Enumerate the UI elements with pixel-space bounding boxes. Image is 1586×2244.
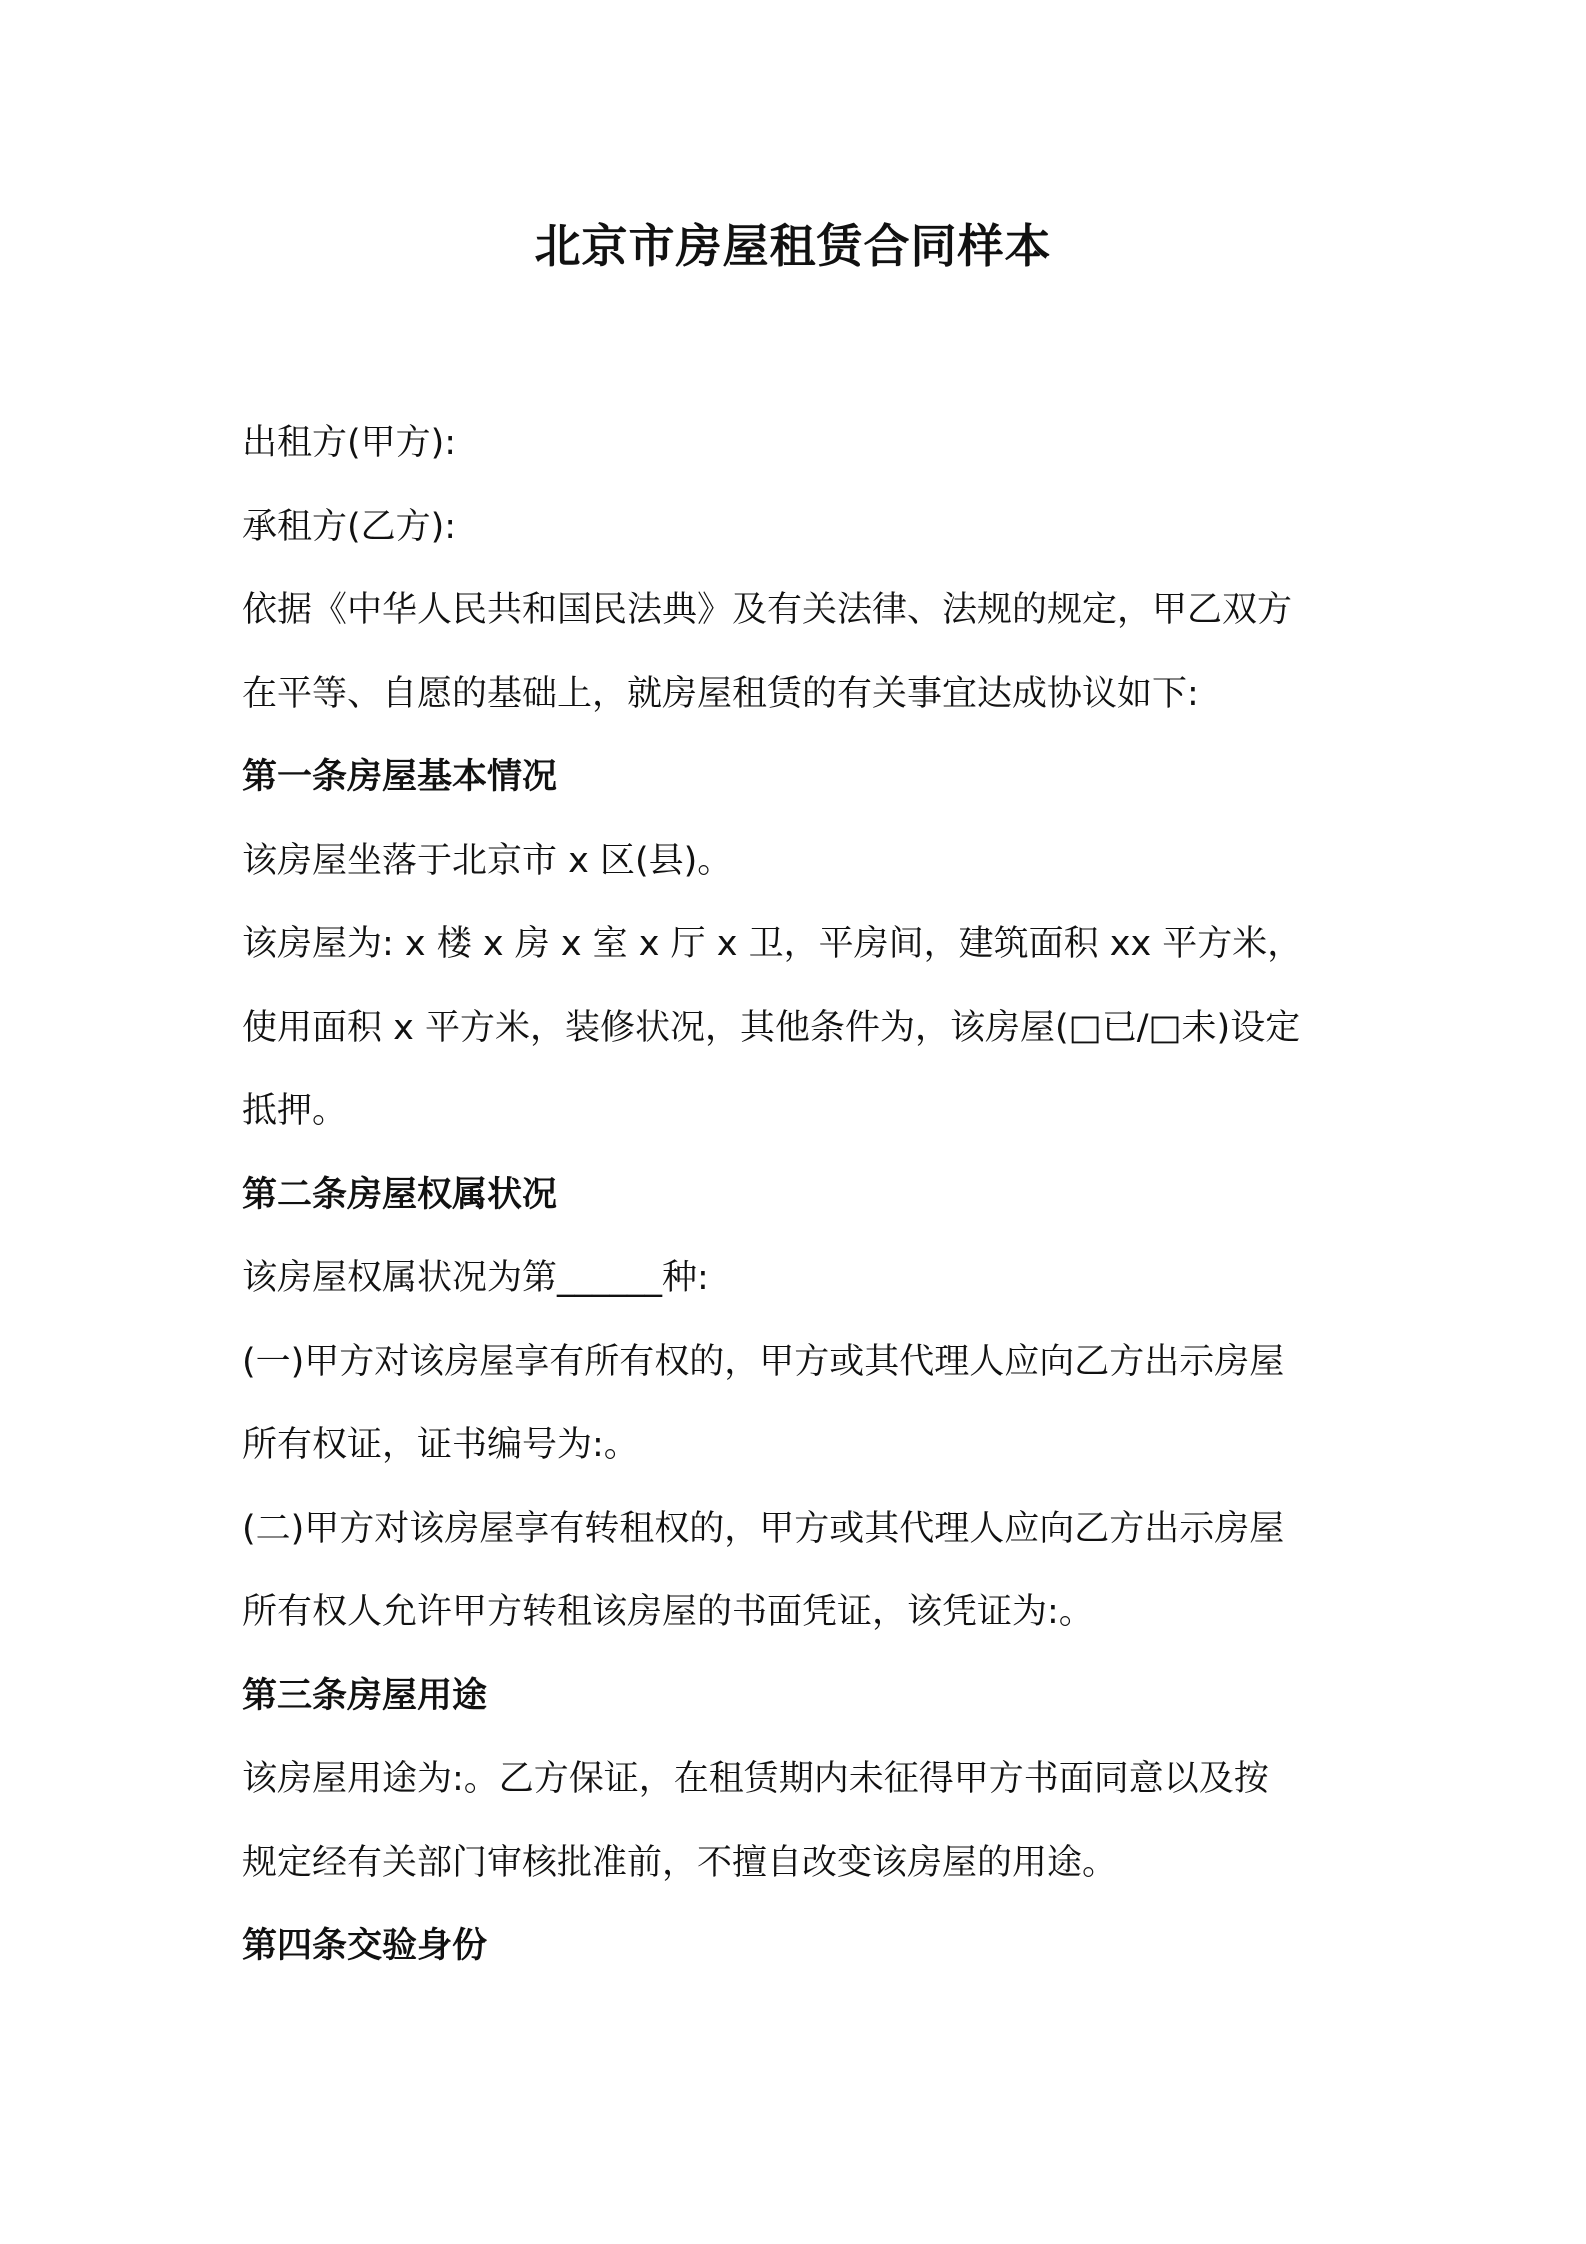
article-3-heading: 第三条房屋用途: [242, 1675, 488, 1716]
preamble-line-2: 在平等、自愿的基础上，就房屋租赁的有关事宜达成协议如下:: [242, 673, 1199, 714]
document-body: [242, 402, 1362, 1989]
lessee-line: 承租方(乙方):: [242, 506, 457, 547]
article-2-line-3: 所有权证，证书编号为:。: [242, 1425, 639, 1465]
article-3-line-2: 规定经有关部门审核批准前，不擅自改变该房屋的用途。: [242, 1842, 1118, 1883]
article-1-heading: 第一条房屋基本情况: [242, 757, 558, 797]
article-2-line-1: 该房屋权属状况为第______种:: [242, 1258, 709, 1298]
article-1-line-3: 使用面积 x 平方米，装修状况，其他条件为，该房屋(□已/□未)设定: [242, 1007, 1301, 1048]
document-title: 北京市房屋租赁合同样本: [534, 219, 1052, 273]
article-4-heading: 第四条交验身份: [242, 1926, 488, 1966]
article-2-line-5: 所有权人允许甲方转租该房屋的书面凭证，该凭证为:。: [242, 1592, 1094, 1632]
article-1-line-4: 抵押。: [242, 1091, 348, 1131]
preamble-line-1: 依据《中华人民共和国民法典》及有关法律、法规的规定，甲乙双方: [242, 590, 1293, 630]
article-1-line-2: 该房屋为: x 楼 x 房 x 室 x 厅 x 卫，平房间，建筑面积 xx 平方米，: [242, 924, 1303, 964]
article-2-line-4: (二)甲方对该房屋享有转租权的，甲方或其代理人应向乙方出示房屋: [242, 1508, 1285, 1549]
article-3-line-1: 该房屋用途为:。乙方保证，在租赁期内未征得甲方书面同意以及按: [242, 1759, 1269, 1799]
article-2-heading: 第二条房屋权属状况: [242, 1174, 558, 1215]
lessor-line: 出租方(甲方):: [242, 423, 457, 463]
article-1-line-1: 该房屋坐落于北京市 x 区(县)。: [242, 840, 733, 881]
article-2-line-2: (一)甲方对该房屋享有所有权的，甲方或其代理人应向乙方出示房屋: [242, 1341, 1285, 1382]
